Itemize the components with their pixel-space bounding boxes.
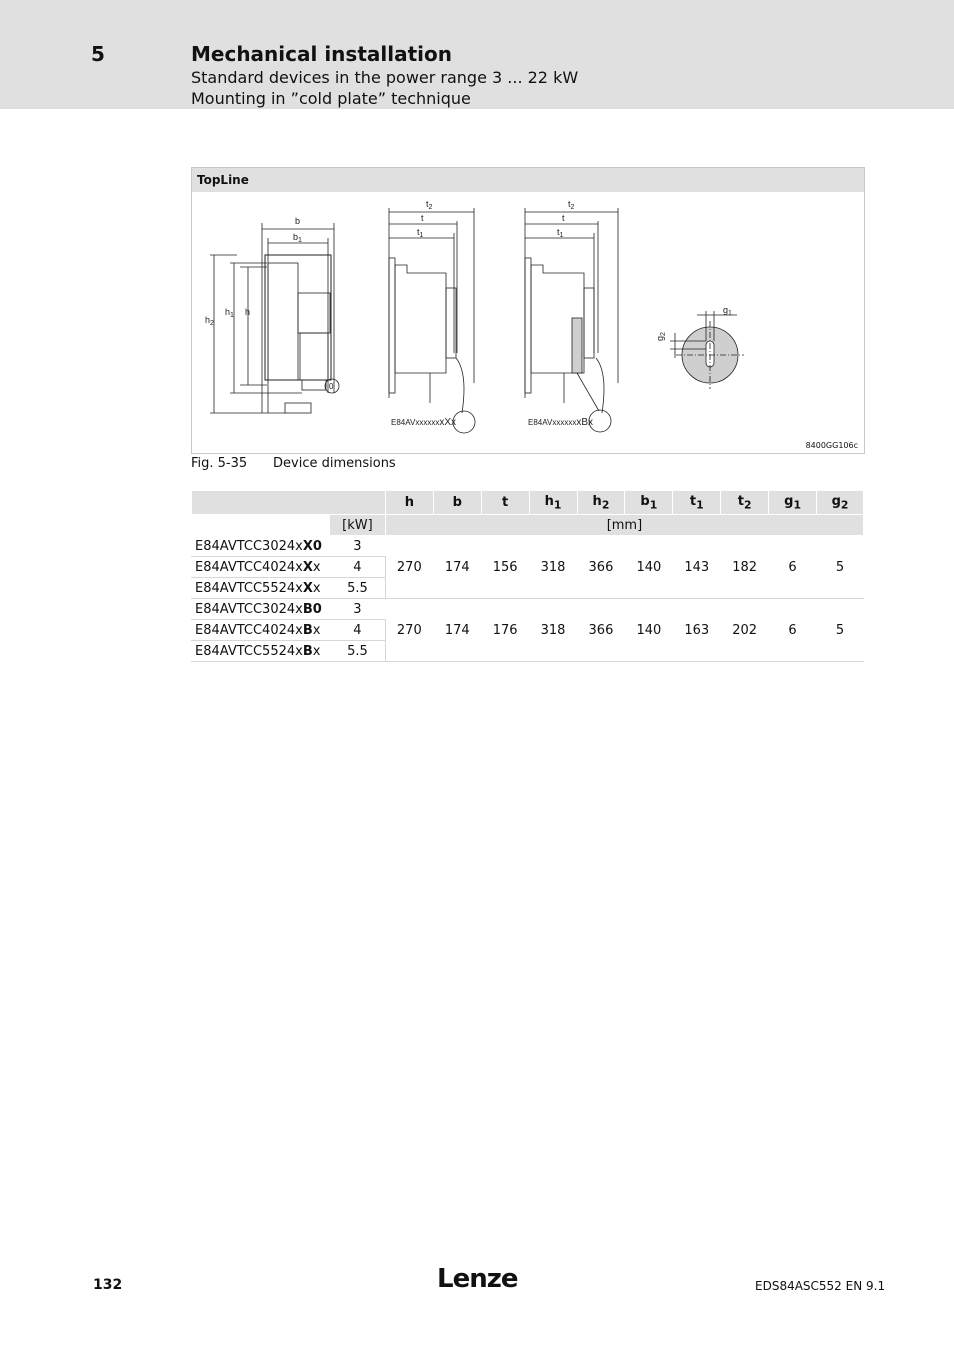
device-power: 5.5 bbox=[329, 578, 385, 599]
value-g2: 5 bbox=[817, 599, 864, 662]
device-power: 4 bbox=[329, 620, 385, 641]
table-header-row bbox=[192, 491, 864, 515]
table-row bbox=[192, 599, 864, 620]
mounting-hole-detail bbox=[670, 311, 744, 389]
value-b1: 140 bbox=[625, 536, 673, 599]
label-code-xx: E84AVxxxxxxxXx bbox=[391, 417, 456, 428]
side-view-xx-drawing bbox=[389, 208, 475, 433]
label-h2: $h_2$ bbox=[205, 315, 214, 327]
col-header-h1: $h_1$ bbox=[529, 491, 577, 515]
chapter-number: 5 bbox=[91, 42, 105, 66]
unit-kw: [kW] bbox=[329, 515, 385, 536]
side-view-xb-drawing bbox=[525, 208, 618, 432]
value-g2: 5 bbox=[817, 536, 864, 599]
unit-blank-cell bbox=[192, 515, 330, 536]
label-b1: $b_1$ bbox=[293, 232, 302, 244]
col-header-h: h bbox=[385, 491, 433, 515]
label-t1-xx: $t_1$ bbox=[417, 227, 424, 239]
value-t2: 202 bbox=[721, 599, 769, 662]
unit-mm: [mm] bbox=[385, 515, 863, 536]
col-header-t: t bbox=[481, 491, 529, 515]
label-t2-xx: $t_2$ bbox=[426, 199, 433, 211]
label-t-xb: t bbox=[562, 213, 565, 223]
label-t1-xb: $t_1$ bbox=[557, 227, 564, 239]
dimension-figure bbox=[191, 167, 865, 454]
figure-caption-number: Fig. 5-35 bbox=[191, 456, 248, 471]
label-t-xx: t bbox=[421, 213, 424, 223]
value-h2: 366 bbox=[577, 599, 625, 662]
device-type: E84AVTCC4024xBx bbox=[192, 620, 330, 641]
value-b: 174 bbox=[433, 536, 481, 599]
figure-caption-text: Device dimensions bbox=[273, 456, 396, 471]
label-zero: 0 bbox=[329, 382, 334, 391]
device-type: E84AVTCC5524xXx bbox=[192, 578, 330, 599]
value-h1: 318 bbox=[529, 536, 577, 599]
label-g2: $g_2$ bbox=[655, 332, 667, 341]
col-header-g1: $g_1$ bbox=[769, 491, 817, 515]
col-header-g2: $g_2$ bbox=[817, 491, 864, 515]
value-h2: 366 bbox=[577, 536, 625, 599]
col-header-b: b bbox=[433, 491, 481, 515]
value-g1: 6 bbox=[769, 599, 817, 662]
dimension-drawing bbox=[192, 193, 864, 453]
document-id: EDS84ASC552 EN 9.1 bbox=[755, 1279, 886, 1293]
dimensions-table bbox=[191, 490, 864, 662]
value-g1: 6 bbox=[769, 536, 817, 599]
value-b: 174 bbox=[433, 599, 481, 662]
col-header-h2: $h_2$ bbox=[577, 491, 625, 515]
value-t: 176 bbox=[481, 599, 529, 662]
lenze-logo: Lenze bbox=[437, 1264, 518, 1294]
chapter-title: Mechanical installation bbox=[191, 42, 452, 66]
page-header bbox=[0, 0, 954, 109]
figure-code: 8400GG106c bbox=[805, 441, 858, 450]
device-type: E84AVTCC5524xBx bbox=[192, 641, 330, 662]
value-t: 156 bbox=[481, 536, 529, 599]
value-h1: 318 bbox=[529, 599, 577, 662]
label-g1: $g_1$ bbox=[723, 305, 732, 317]
front-view-labels bbox=[205, 216, 334, 391]
value-t2: 182 bbox=[721, 536, 769, 599]
device-power: 3 bbox=[329, 536, 385, 557]
device-power: 3 bbox=[329, 599, 385, 620]
device-power: 5.5 bbox=[329, 641, 385, 662]
section-subtitle-2: Mounting in ”cold plate” technique bbox=[191, 89, 471, 108]
value-t1: 143 bbox=[673, 536, 721, 599]
value-b1: 140 bbox=[625, 599, 673, 662]
table-unit-row bbox=[192, 515, 864, 536]
label-t2-xb: $t_2$ bbox=[568, 199, 575, 211]
col-header-b1: $b_1$ bbox=[625, 491, 673, 515]
figure-heading: TopLine bbox=[192, 168, 864, 192]
value-t1: 163 bbox=[673, 599, 721, 662]
label-h1: $h_1$ bbox=[225, 307, 234, 319]
device-type: E84AVTCC4024xXx bbox=[192, 557, 330, 578]
section-subtitle-1: Standard devices in the power range 3 ... 22 kW bbox=[191, 68, 579, 87]
device-type: E84AVTCC3024xB0 bbox=[192, 599, 330, 620]
side-view-xb-labels bbox=[528, 199, 593, 428]
page-number: 132 bbox=[93, 1277, 123, 1293]
value-h: 270 bbox=[385, 536, 433, 599]
col-header-t1: $t_1$ bbox=[673, 491, 721, 515]
table-row bbox=[192, 536, 864, 557]
header-blank-cell bbox=[192, 491, 386, 515]
device-type: E84AVTCC3024xX0 bbox=[192, 536, 330, 557]
label-b: b bbox=[295, 216, 301, 226]
device-power: 4 bbox=[329, 557, 385, 578]
col-header-t2: $t_2$ bbox=[721, 491, 769, 515]
label-h: h bbox=[245, 307, 251, 317]
value-h: 270 bbox=[385, 599, 433, 662]
label-code-xb: E84AVxxxxxxxBx bbox=[528, 417, 593, 428]
